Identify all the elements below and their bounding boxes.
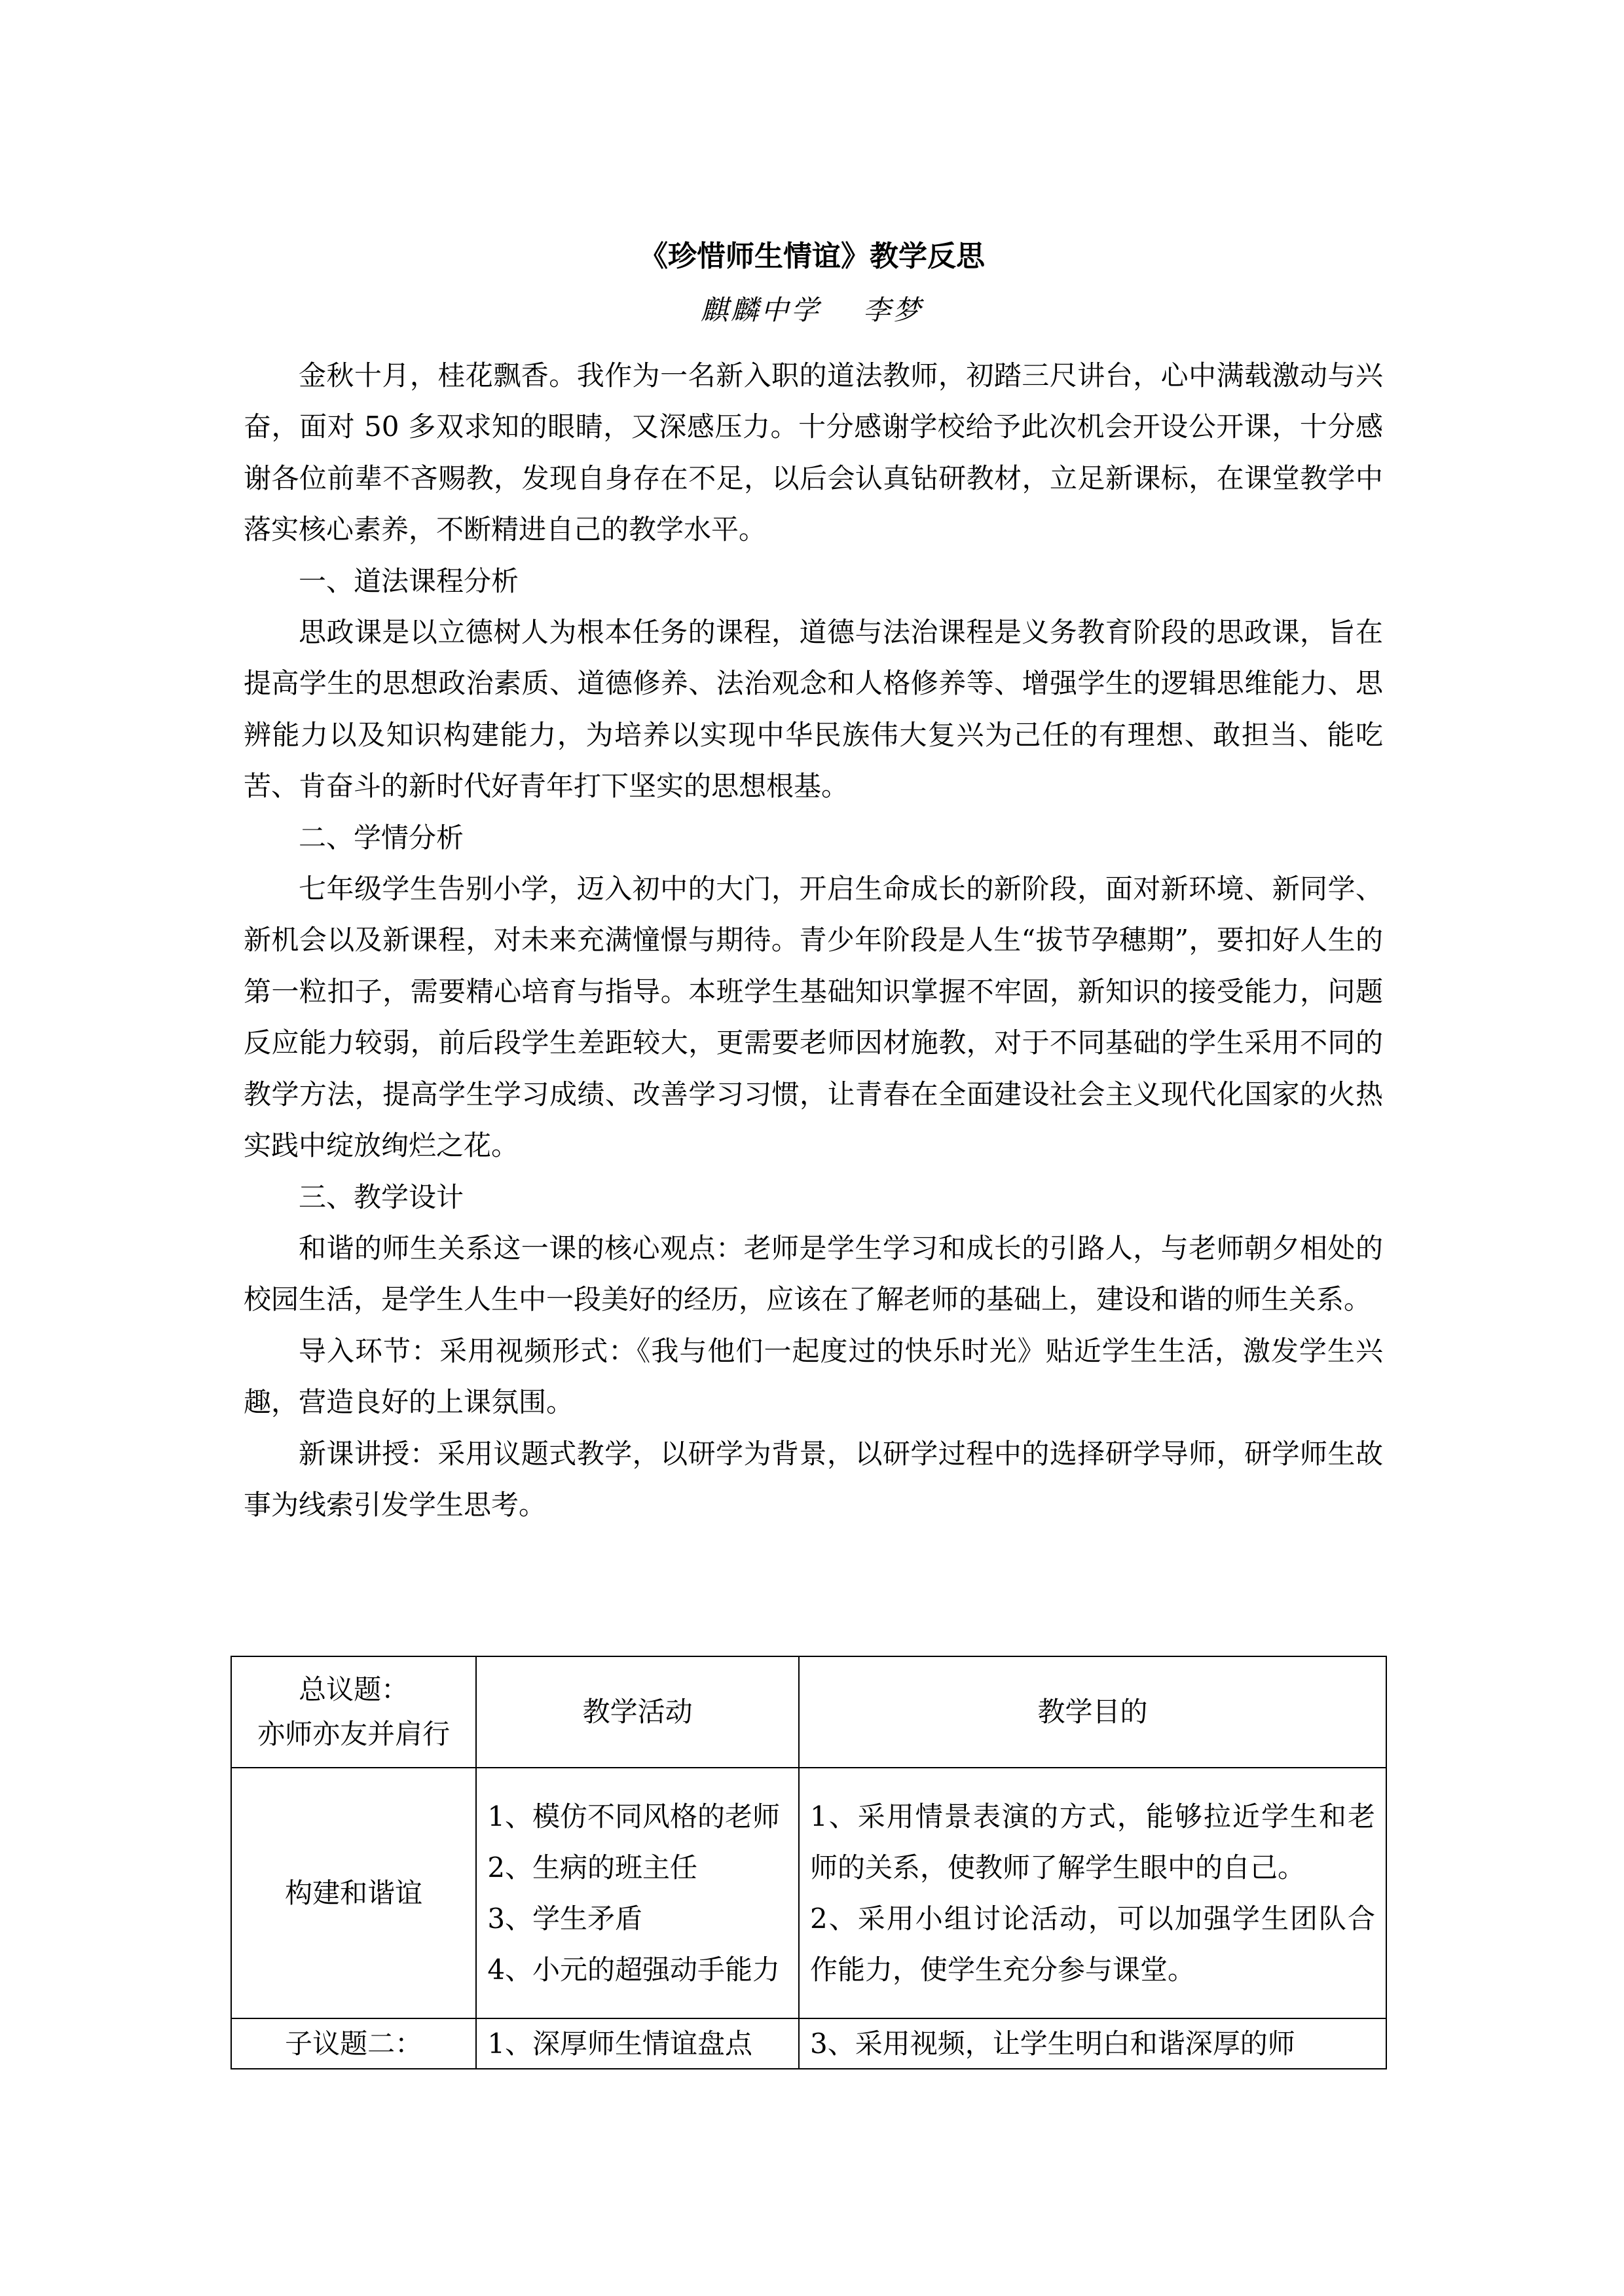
goal-item: 2、采用小组讨论活动，可以加强学生团队合作能力，使学生充分参与课堂。 [810,1902,1375,1986]
header-activities-cell: 教学活动 [476,1656,799,1768]
activity-item: 3、学生矛盾 [487,1902,643,1935]
section-heading-student-analysis: 二、学情分析 [299,821,464,854]
introduction-stage-paragraph: 导入环节：采用视频形式：《我与他们一起度过的快乐时光》贴近学生生活，激发学生兴趣，营造良好的上课氛围。 [244,1334,1383,1419]
activity-item: 2、生病的班主任 [487,1851,698,1884]
row2-topic-cell: 子议题二： [231,2018,476,2069]
table-row [231,1768,1386,2018]
table-header-row [231,1656,1386,1768]
lesson-plan-table [231,1656,1387,2069]
row1-activities-cell [476,1768,799,2018]
author-name: 李梦 [863,294,924,326]
header-topic-line1: 总议题： [299,1673,409,1705]
teaching-design-paragraph: 和谐的师生关系这一课的核心观点：老师是学生学习和成长的引路人，与老师朝夕相处的校园生活，是学生人生中一段美好的经历，应该在了解老师的基础上，建设和谐的师生关系。 [244,1231,1383,1316]
author-school: 麒麟中学 [700,294,821,326]
activity-item: 1、模仿不同风格的老师 [487,1800,781,1832]
header-topic-line2: 亦师亦友并肩行 [257,1718,451,1750]
section-heading-course-analysis: 一、道法课程分析 [299,564,519,597]
header-topic-cell [231,1656,476,1768]
document-title: 《珍惜师生情谊》教学反思 [639,240,985,273]
course-analysis-paragraph: 思政课是以立德树人为根本任务的课程，道德与法治课程是义务教育阶段的思政课，旨在提高学生的思想政治素质、道德修养、法治观念和人格修养等、增强学生的逻辑思维能力、思辨能力以及知识构建能力，为培养以实现中华民族伟大复兴为己任的有理想、敢担当、能吃苦、肯奋斗的新时代好青年打下坚实的思想根基。 [244,616,1383,803]
goal-item: 1、采用情景表演的方式，能够拉近学生和老师的关系，使教师了解学生眼中的自己。 [810,1800,1375,1884]
row2-goals-cell: 3、采用视频，让学生明白和谐深厚的师 [799,2018,1386,2069]
table-row [231,2018,1386,2069]
activity-item: 4、小元的超强动手能力 [487,1953,781,1986]
section-heading-teaching-design: 三、教学设计 [299,1180,464,1213]
row2-activities-cell: 1、深厚师生情谊盘点 [476,2018,799,2069]
intro-paragraph: 金秋十月，桂花飘香。我作为一名新入职的道法教师，初踏三尺讲台，心中满载激动与兴奋，面对 50 多双求知的眼睛，又深感压力。十分感谢学校给予此次机会开设公开课，十分感谢各位前辈不吝赐教，发现自身存在不足，以后会认真钻研教材，立足新课标，在课堂教学中落实核心素养，不断精进自己的教学水平。 [244,359,1383,546]
document-body [244,350,1383,1531]
row1-topic-cell: 构建和谐谊 [231,1768,476,2018]
row1-goals-cell [799,1768,1386,2018]
author-line [0,292,1624,329]
header-goals-cell: 教学目的 [799,1656,1386,1768]
new-lesson-paragraph: 新课讲授：采用议题式教学，以研学为背景，以研学过程中的选择研学导师，研学师生故事为线索引发学生思考。 [244,1437,1383,1521]
student-analysis-paragraph: 七年级学生告别小学，迈入初中的大门，开启生命成长的新阶段，面对新环境、新同学、新机会以及新课程，对未来充满憧憬与期待。青少年阶段是人生“拔节孕穗期”，要扣好人生的第一粒扣子，需要精心培育与指导。本班学生基础知识掌握不牢固，新知识的接受能力，问题反应能力较弱，前后段学生差距较大，更需要老师因材施教，对于不同基础的学生采用不同的教学方法，提高学生学习成绩、改善学习习惯，让青春在全面建设社会主义现代化国家的火热实践中绽放绚烂之花。 [244,873,1383,1162]
